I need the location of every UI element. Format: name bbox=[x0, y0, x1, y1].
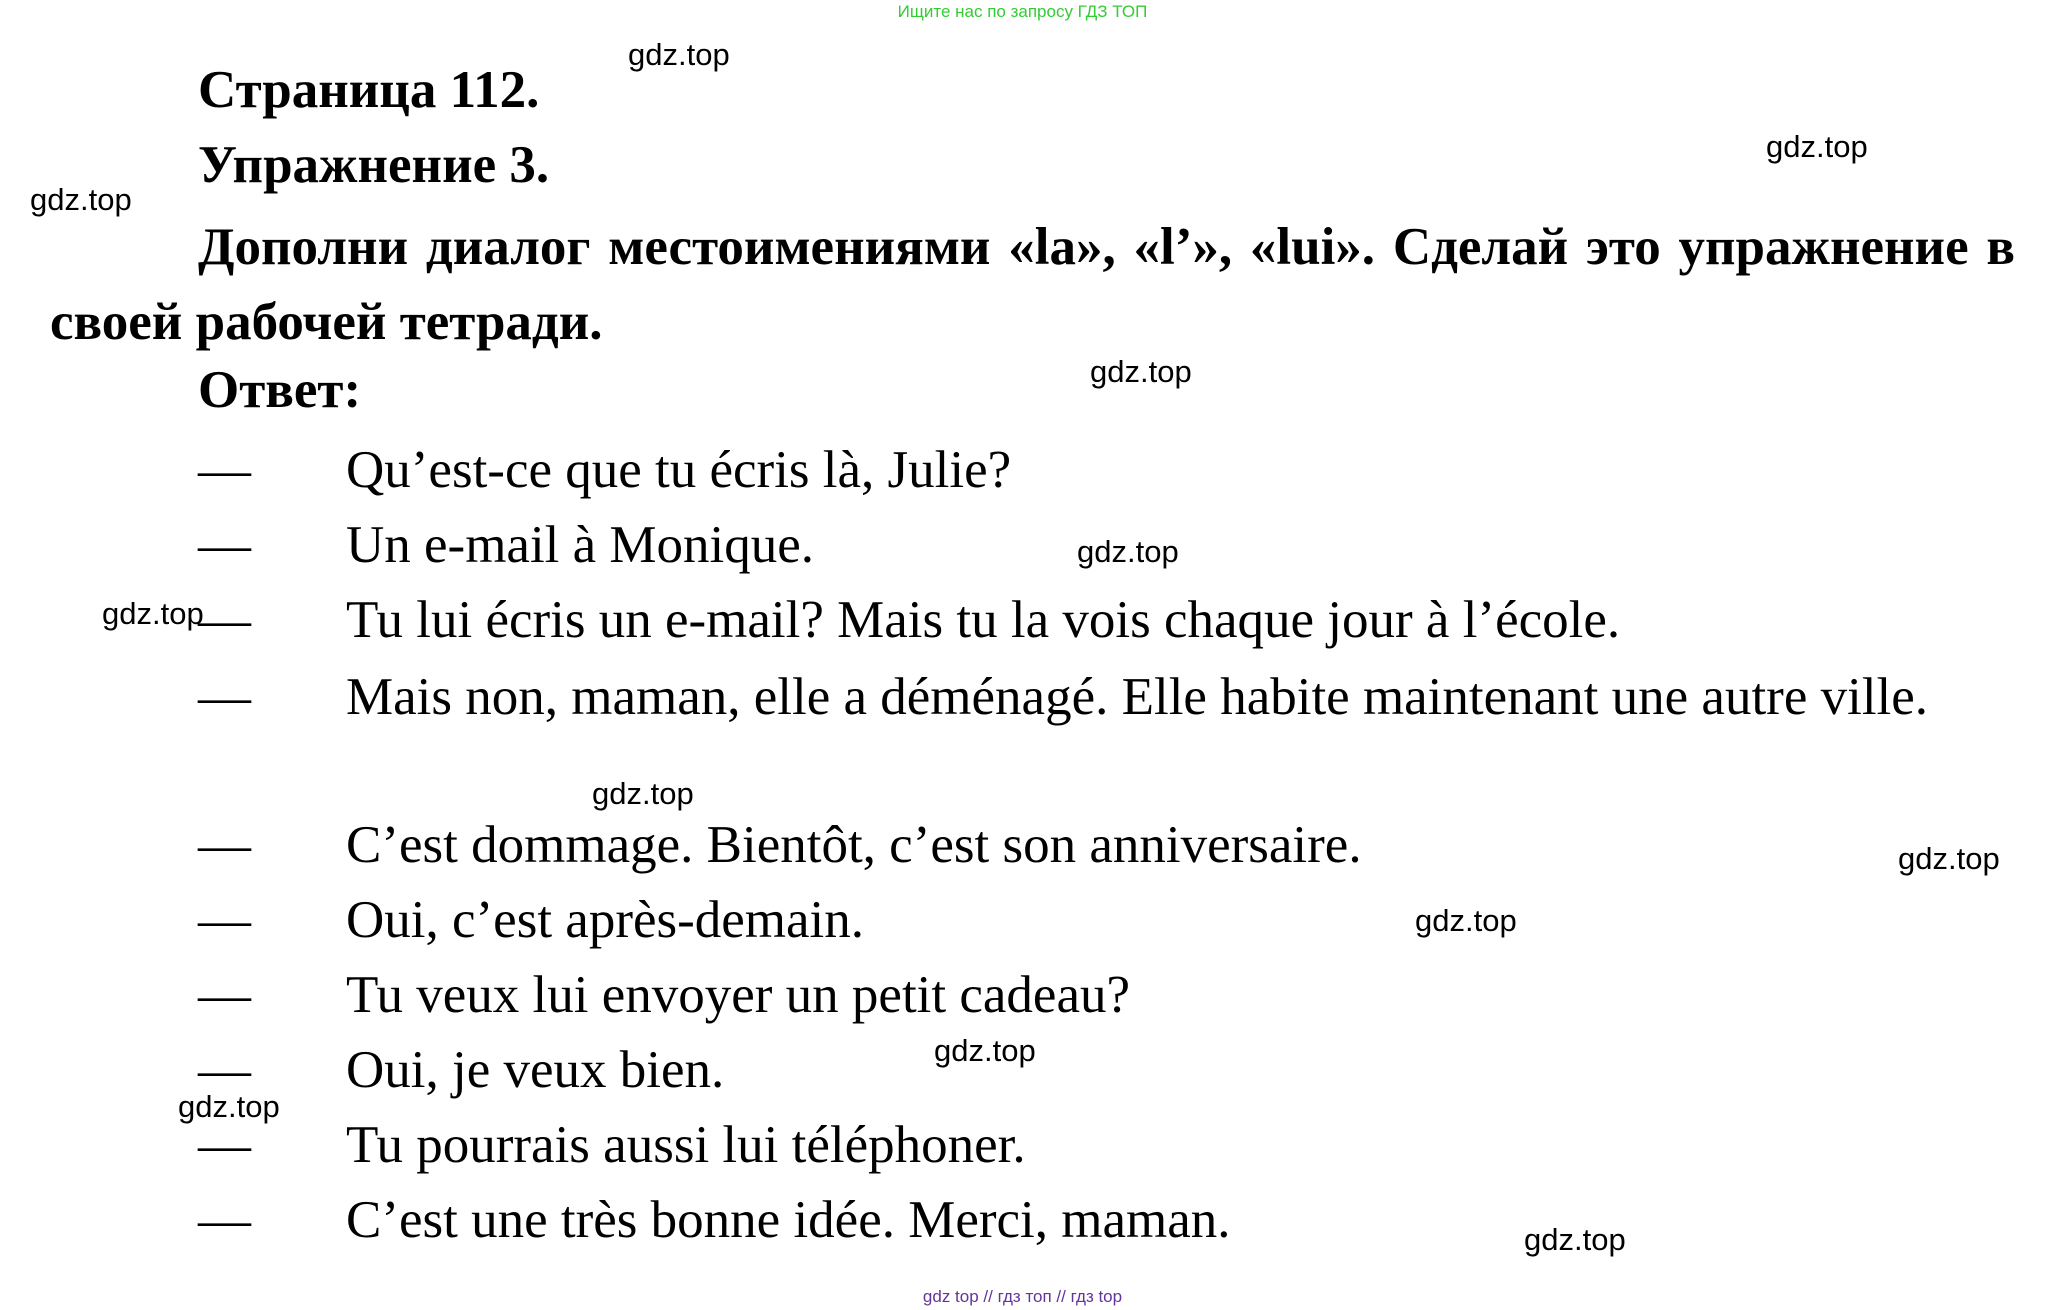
answer-label: Ответ: bbox=[198, 361, 362, 419]
bottom-banner: gdz top // гдз топ // гдз top bbox=[922, 1287, 1123, 1306]
dialog-dash: — bbox=[198, 966, 251, 1024]
page-title: Страница 112. bbox=[198, 61, 540, 119]
watermark: gdz.top bbox=[1524, 1222, 1626, 1257]
watermark: gdz.top bbox=[1415, 903, 1517, 938]
watermark: gdz.top bbox=[1090, 354, 1192, 389]
watermark: gdz.top bbox=[628, 37, 730, 72]
watermark: gdz.top bbox=[102, 596, 204, 631]
dialog-text: Un e-mail à Monique. bbox=[346, 516, 815, 574]
dialog-dash: — bbox=[198, 516, 251, 574]
watermark: gdz.top bbox=[1898, 841, 2000, 876]
dialog-dash: — bbox=[198, 1191, 251, 1249]
watermark: gdz.top bbox=[30, 182, 132, 217]
dialog-text: C’est dommage. Bientôt, c’est son anniversaire. bbox=[346, 816, 1362, 874]
dialog-text: Mais non, maman, elle a déménagé. Elle habite maintenant une autre ville. bbox=[346, 668, 1929, 726]
task-text: Дополни диалог местоимениями «la», «l’», «lui». Сделай это упражнение в своей рабочей тетради. bbox=[50, 218, 2015, 351]
dialog-text: C’est une très bonne idée. Merci, maman. bbox=[346, 1191, 1231, 1249]
dialog-text: Tu pourrais aussi lui téléphoner. bbox=[346, 1116, 1026, 1174]
dialog-text: Qu’est-ce que tu écris là, Julie? bbox=[346, 441, 1012, 499]
dialog-dash: — bbox=[198, 816, 251, 874]
watermark: gdz.top bbox=[592, 776, 694, 811]
dialog-dash: — bbox=[198, 441, 251, 499]
dialog-dash: — bbox=[198, 591, 251, 649]
dialog-text: Tu veux lui envoyer un petit cadeau? bbox=[346, 966, 1131, 1024]
dialog-dash: — bbox=[198, 1116, 251, 1174]
dialog-dash: — bbox=[198, 1041, 251, 1099]
watermark: gdz.top bbox=[1077, 534, 1179, 569]
watermark: gdz.top bbox=[1766, 129, 1868, 164]
dialog-text: Oui, je veux bien. bbox=[346, 1041, 725, 1099]
dialog-dash: — bbox=[198, 891, 251, 949]
dialog-text: Tu lui écris un e-mail? Mais tu la vois chaque jour à l’école. bbox=[346, 591, 1621, 649]
dialog-text: Oui, c’est après-demain. bbox=[346, 891, 865, 949]
watermark: gdz.top bbox=[178, 1089, 280, 1124]
dialog-line-wrapped bbox=[50, 660, 2015, 735]
top-banner: Ищите нас по запросу ГДЗ ТОП bbox=[897, 2, 1148, 21]
watermark: gdz.top bbox=[934, 1033, 1036, 1068]
exercise-title: Упражнение 3. bbox=[198, 136, 550, 194]
dialog-dash: — bbox=[198, 668, 251, 726]
